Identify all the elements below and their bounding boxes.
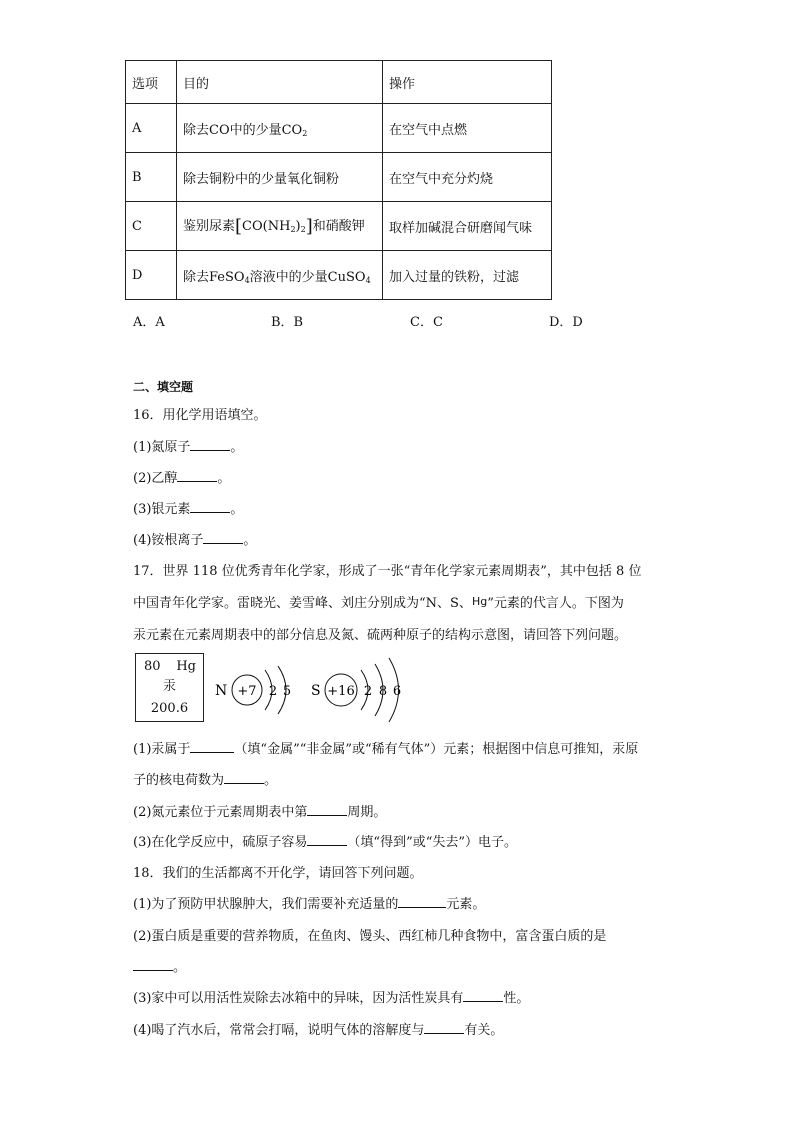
row-purpose: [177, 104, 383, 153]
q17-text: （填“金属”“非金属”或“稀有气体”）元素；根据图中信息可推知，汞原: [234, 742, 639, 757]
answer-blank[interactable]: [203, 531, 243, 544]
table-header-row: [126, 61, 552, 104]
header-purpose: 目的: [177, 61, 383, 104]
q17-text: (1)汞属于: [133, 742, 191, 757]
row-option: C: [126, 202, 177, 251]
bracket-right: ]: [305, 216, 313, 237]
row-purpose: [177, 251, 383, 300]
answer-blank[interactable]: [307, 803, 347, 816]
answer-blank[interactable]: [424, 1021, 464, 1034]
formula-text: CO(NH: [242, 219, 291, 234]
table-row: [126, 104, 552, 153]
q16-item: [133, 529, 256, 548]
options-table: [125, 60, 552, 300]
answer-blank[interactable]: [224, 771, 264, 784]
q17-text: （填“得到”或“失去”）电子。: [347, 835, 518, 850]
q17-sub1-line-1: [133, 738, 638, 757]
table-row: [126, 202, 552, 251]
electron-count: 8: [378, 684, 388, 699]
q18-text: (3)家中可以用活性炭除去冰箱中的异味，因为活性炭具有: [133, 991, 464, 1006]
choice-b[interactable]: B．B: [271, 315, 304, 330]
q17-text: (2)氮元素位于元素周期表中第: [133, 805, 308, 820]
answer-blank[interactable]: [133, 958, 173, 971]
purpose-text: 除去FeSO: [183, 269, 245, 285]
subscript: 2: [300, 225, 306, 234]
bracket-left: [: [235, 216, 243, 237]
sulfur-atom-diagram: [311, 658, 401, 722]
sulfur-nucleus-charge: +16: [327, 684, 355, 699]
q17-text: 中国青年化学家。雷晓光、姜雪峰、刘庄分别成为“N、S、: [133, 596, 472, 611]
q18-text: 元素。: [446, 897, 486, 912]
choice-d[interactable]: D．D: [549, 315, 583, 330]
q18-sub2-line-1: (2)蛋白质是重要的营养物质，在鱼肉、馒头、西红柿几种食物中，富含蛋白质的是: [133, 929, 607, 944]
choice-c[interactable]: C．C: [410, 315, 443, 330]
table-row: [126, 153, 552, 202]
purpose-text: 溶液中的少量CuSO: [249, 269, 366, 285]
answer-blank[interactable]: [307, 833, 347, 846]
section-title: 二、填空题: [133, 380, 194, 394]
purpose-text: 鉴别尿素: [183, 219, 236, 234]
item-label: (2)乙醇: [133, 471, 178, 486]
q17-text: 周期。: [347, 805, 387, 820]
header-operation: 操作: [383, 61, 552, 104]
element-symbol: Hg: [176, 659, 196, 674]
item-end: 。: [230, 502, 244, 517]
subscript: 4: [244, 275, 250, 285]
q18-text: 。: [173, 960, 187, 975]
electron-count: 5: [282, 684, 292, 699]
atom-structure-diagrams: [205, 650, 425, 726]
q16-item: [133, 498, 243, 517]
answer-blank[interactable]: [398, 895, 446, 908]
item-end: 。: [230, 440, 244, 455]
item-label: (1)氮原子: [133, 440, 191, 455]
purpose-text: 除去CO中的少量CO: [183, 122, 303, 138]
answer-blank[interactable]: [177, 469, 217, 482]
answer-blank[interactable]: [190, 740, 234, 753]
q18-text: (4)喝了汽水后，常常会打嗝，说明气体的溶解度与: [133, 1023, 425, 1038]
row-option: D: [126, 251, 177, 300]
item-end: 。: [243, 533, 257, 548]
row-option: B: [126, 153, 177, 202]
q17-text: 子的核电荷数为: [133, 773, 225, 788]
atomic-number: 80: [144, 659, 161, 674]
nitrogen-symbol: N: [215, 683, 228, 699]
q16-item: [133, 436, 243, 455]
q18-text: (1)为了预防甲状腺肿大，我们需要补充适量的: [133, 897, 399, 912]
answer-blank[interactable]: [463, 989, 503, 1002]
q16-item: [133, 467, 230, 486]
row-operation: 取样加碱混合研磨闻气味: [383, 202, 552, 251]
q16-stem: 16．用化学用语填空。: [133, 408, 267, 423]
q18-sub4: [133, 1019, 503, 1038]
q17-text: ”元素的代言人。下图为: [487, 596, 624, 611]
element-name: 汞: [162, 679, 176, 694]
row-operation: 加入过量的铁粉，过滤: [383, 251, 552, 300]
choice-a[interactable]: A．A: [133, 315, 165, 330]
q18-sub1: [133, 893, 485, 912]
q17-text: (3)在化学反应中，硫原子容易: [133, 835, 308, 850]
answer-blank[interactable]: [190, 500, 230, 513]
q17-line-1: 17．世界 118 位优秀青年化学家，形成了一张“青年化学家元素周期表”，其中包括 8 位: [133, 564, 642, 579]
q18-sub3: [133, 987, 529, 1006]
subscript: 2: [302, 128, 308, 138]
item-label: (3)银元素: [133, 502, 191, 517]
subscript: 2: [290, 225, 296, 234]
q17-text: 。: [264, 773, 278, 788]
q17-sub2: [133, 801, 386, 820]
purpose-text: 和硝酸钾: [312, 219, 365, 234]
nitrogen-atom-diagram: [215, 666, 291, 714]
answer-blank[interactable]: [190, 438, 230, 451]
q18-text: 有关。: [464, 1023, 504, 1038]
electron-count: 2: [268, 684, 278, 699]
q17-sub1-line-2: [133, 769, 277, 788]
hg-symbol: Hg: [471, 595, 488, 608]
electron-count: 2: [363, 684, 373, 699]
q17-line-2: [133, 592, 624, 611]
atomic-mass: 200.6: [150, 701, 189, 716]
row-operation: 在空气中充分灼烧: [383, 153, 552, 202]
formula-text: ): [295, 219, 301, 234]
row-operation: 在空气中点燃: [383, 104, 552, 153]
q17-line-3: 汞元素在元素周期表中的部分信息及氮、硫两种原子的结构示意图，请回答下列问题。: [133, 628, 628, 643]
item-label: (4)铵根离子: [133, 533, 204, 548]
electron-count: 6: [392, 684, 402, 699]
row-purpose: 除去铜粉中的少量氧化铜粉: [177, 153, 383, 202]
q18-text: 性。: [503, 991, 530, 1006]
q18-stem: 18．我们的生活都离不开化学，请回答下列问题。: [133, 866, 423, 881]
nitrogen-nucleus-charge: +7: [237, 684, 257, 699]
item-end: 。: [217, 471, 231, 486]
header-option: 选项: [126, 61, 177, 104]
row-option: A: [126, 104, 177, 153]
subscript: 4: [365, 275, 371, 285]
row-purpose: [177, 202, 383, 251]
sulfur-symbol: S: [311, 683, 321, 699]
q18-sub2-line-2: [133, 956, 186, 975]
element-cell-mercury: [135, 653, 204, 722]
table-row: [126, 251, 552, 300]
q17-sub3: [133, 831, 517, 850]
